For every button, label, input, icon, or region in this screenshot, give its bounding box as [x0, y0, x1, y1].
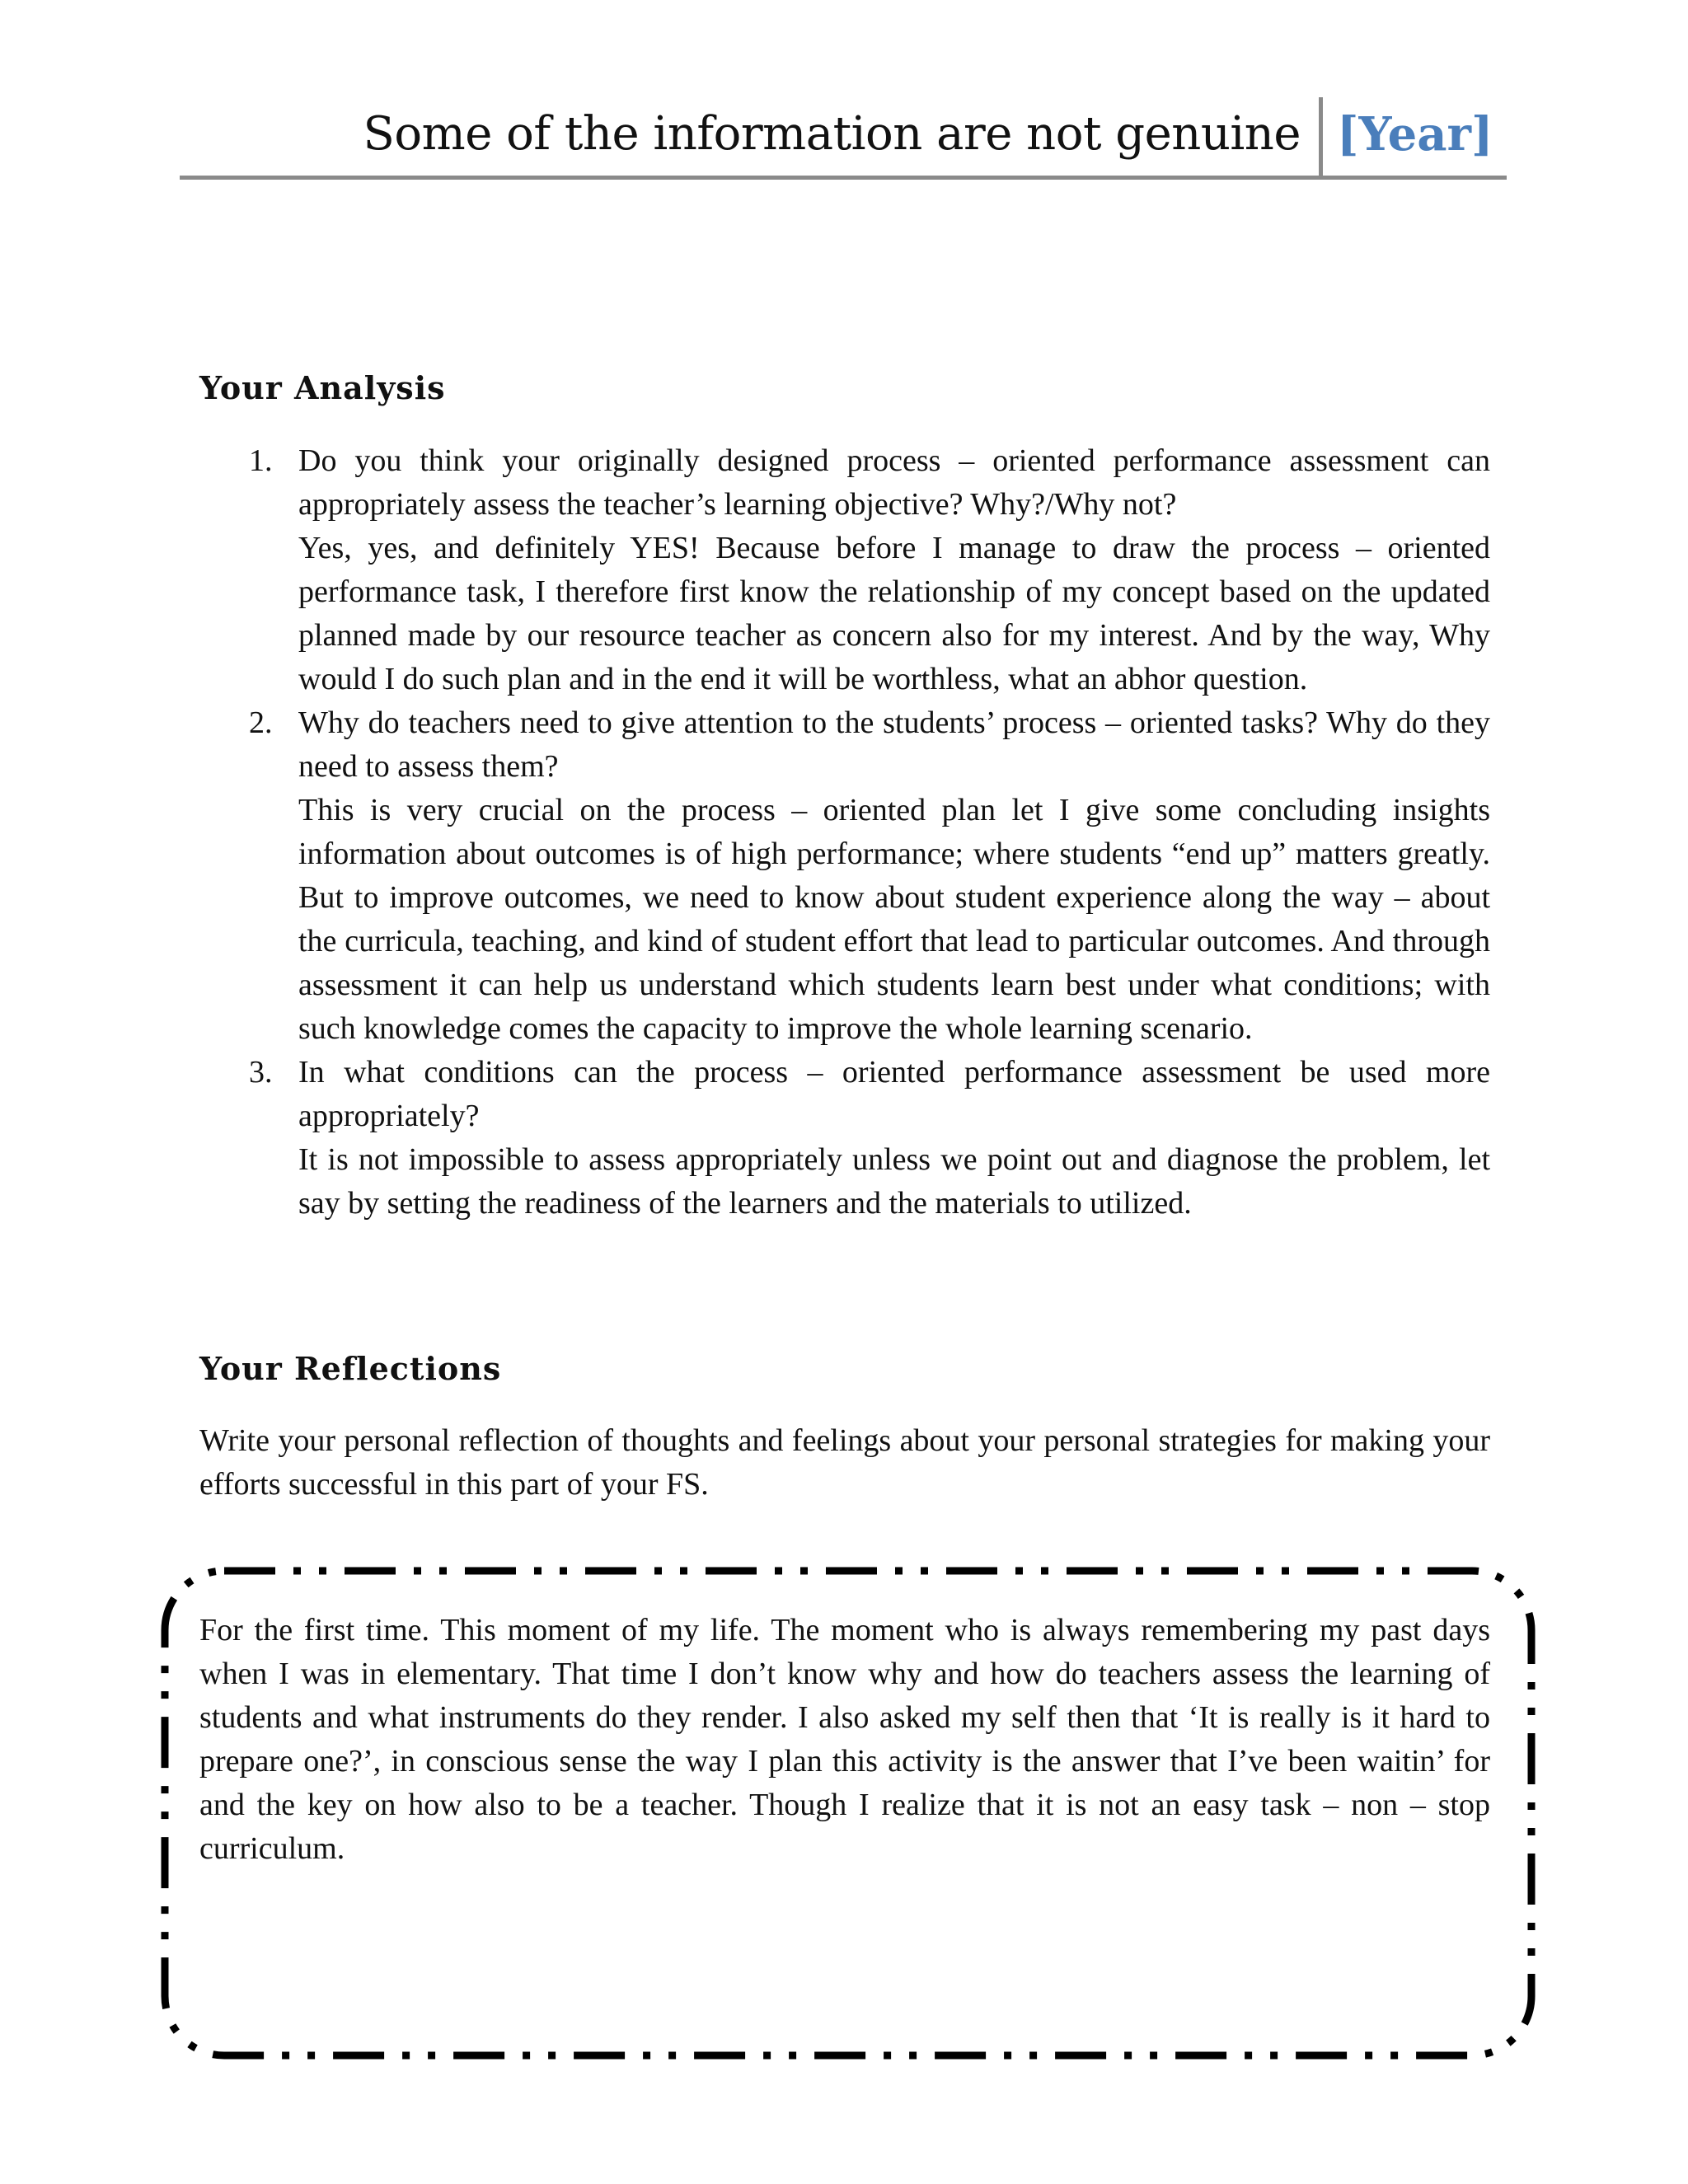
item-number: 1. — [249, 443, 273, 478]
page-header — [180, 97, 1507, 180]
item-question: Do you think your originally designed process – oriented performance assessment can appropriately assess the teacher’s learning objective? Why?/Why not? — [298, 443, 1490, 522]
header-divider — [1319, 97, 1323, 180]
reflections-heading: Your Reflections — [199, 1350, 502, 1387]
item-number: 3. — [249, 1055, 273, 1090]
analysis-item-3 — [199, 1051, 1490, 1226]
header-year: [Year] — [1337, 107, 1493, 162]
analysis-item-1 — [199, 439, 1490, 701]
item-answer: Yes, yes, and definitely YES! Because before I manage to draw the process – oriented performance task, I therefore first know the relationship of my concept based on the updated planned made by our resource teacher as concern also for my interest. And by the way, Why would I do such plan and in the end it will be worthless, what an abhor question. — [298, 531, 1490, 696]
item-answer: This is very crucial on the process – oriented plan let I give some concluding insights information about outcomes is of high performance; where students “end up” matters greatly. But to improve outcomes, we need to know about student experience along the way – about the curricula, teaching, and kind of student effort that lead to particular outcomes. And through assessment it can help us understand which students learn best under what conditions; with such knowledge comes the capacity to improve the whole learning scenario. — [298, 793, 1490, 1046]
item-answer: It is not impossible to assess appropriately unless we point out and diagnose the problem, let say by setting the readiness of the learners and the materials to utilized. — [298, 1142, 1490, 1221]
item-question: Why do teachers need to give attention to the students’ process – oriented tasks? Why do they need to assess them? — [298, 705, 1490, 784]
analysis-heading: Your Analysis — [199, 369, 446, 406]
analysis-list — [199, 439, 1490, 1226]
reflection-prompt: Write your personal reflection of thoughts and feelings about your personal strategies for making your efforts successful in this part of your FS. — [199, 1423, 1490, 1502]
header-title: Some of the information are not genuine — [363, 107, 1301, 161]
reflection-response: For the first time. This moment of my life. The moment who is always remembering my past days when I was in elementary. That time I don’t know why and how do teachers assess the learning of students and what instruments do they render. I also asked my self then that ‘It is really is it hard to prepare one?’, in conscious sense the way I plan this activity is the answer that I’ve been waitin’ for and the key on how also to be a teacher. Though I realize that it is not an easy task – non – stop curriculum. — [199, 1613, 1490, 1866]
header-rule — [180, 176, 1507, 180]
item-question: In what conditions can the process – oriented performance assessment be used more appropriately? — [298, 1055, 1490, 1133]
analysis-item-2 — [199, 701, 1490, 1051]
item-number: 2. — [249, 705, 273, 740]
